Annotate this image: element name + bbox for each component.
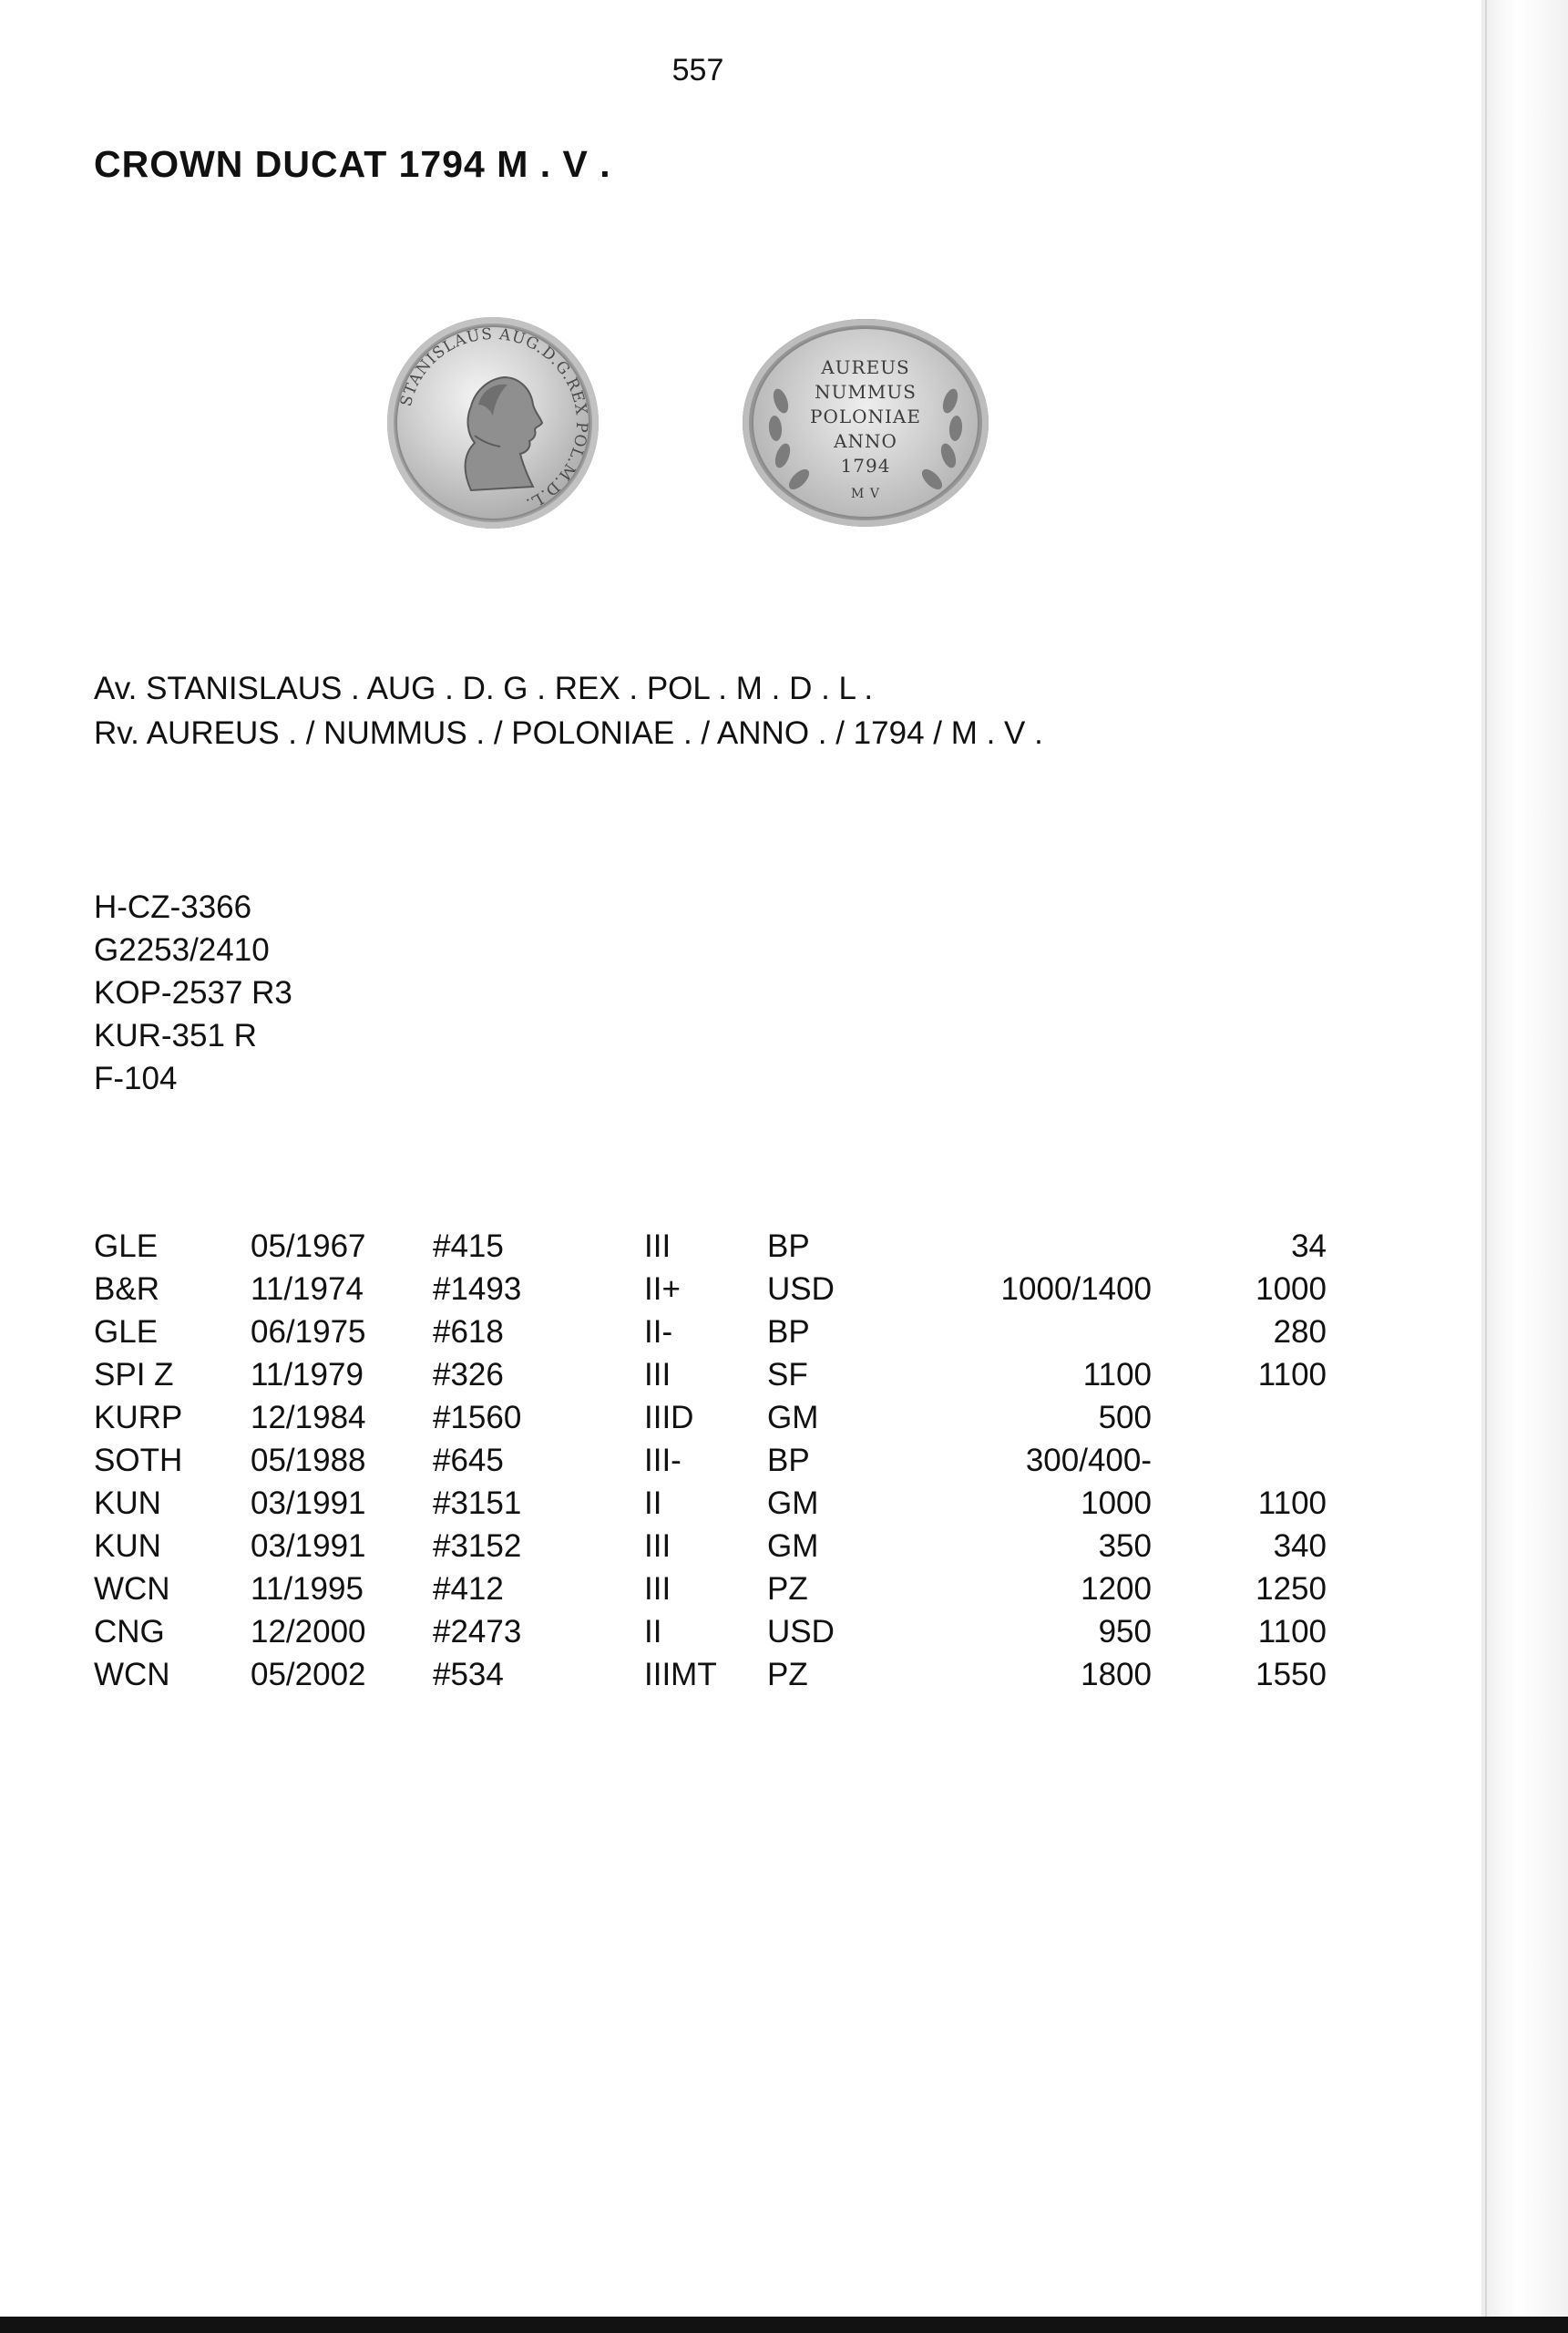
auction-date: 03/1991 xyxy=(251,1528,366,1564)
auction-date: 03/1991 xyxy=(251,1485,366,1521)
result xyxy=(1152,1396,1327,1439)
lot-number: #415 xyxy=(433,1228,504,1264)
catalog-reference: H-CZ-3366 xyxy=(94,889,252,925)
currency: BP xyxy=(767,1443,810,1478)
estimate: 1800 xyxy=(1081,1657,1152,1692)
estimate: 1000/1400 xyxy=(1000,1271,1152,1307)
reverse-line-1: AUREUS xyxy=(821,356,910,378)
reverse-legend-prefix: Rv. xyxy=(94,715,139,751)
table-row xyxy=(94,1482,1327,1525)
estimate xyxy=(895,1225,1152,1268)
bust-portrait xyxy=(466,377,542,490)
result xyxy=(1152,1439,1327,1482)
table-row xyxy=(94,1610,1327,1653)
grade: III xyxy=(644,1228,671,1264)
lot-number: #412 xyxy=(433,1571,504,1607)
currency: BP xyxy=(767,1314,810,1350)
lot-number: #618 xyxy=(433,1314,504,1350)
currency: PZ xyxy=(767,1657,808,1692)
auction-date: 11/1995 xyxy=(251,1571,364,1607)
grade: II+ xyxy=(644,1271,681,1307)
lot-number: #1493 xyxy=(433,1271,522,1307)
coin-obverse-legend: STANISLAUS AUG.D.G.REX POL.M.D.L. xyxy=(396,324,591,514)
coin-reverse-svg xyxy=(743,319,989,527)
grade: IIID xyxy=(644,1400,694,1435)
grade: II xyxy=(644,1614,662,1650)
auction-date: 11/1979 xyxy=(251,1357,364,1393)
page-edge xyxy=(1481,0,1568,2333)
estimate: 1000 xyxy=(1081,1485,1152,1521)
grade: III xyxy=(644,1528,671,1564)
lot-number: #2473 xyxy=(433,1614,522,1650)
table-row xyxy=(94,1353,1327,1396)
coin-obverse-svg xyxy=(387,317,599,529)
reverse-line-3: POLONIAE xyxy=(810,406,921,427)
currency: USD xyxy=(767,1614,835,1650)
catalog-reference: KOP-2537 R3 xyxy=(94,975,292,1011)
coin-obverse-image xyxy=(387,317,599,529)
auction-house: WCN xyxy=(94,1571,170,1607)
result: 1550 xyxy=(1255,1657,1327,1692)
table-row xyxy=(94,1310,1327,1353)
page-number: 557 xyxy=(671,53,724,87)
estimate: 500 xyxy=(1098,1400,1152,1435)
auction-house: WCN xyxy=(94,1657,170,1692)
table-row xyxy=(94,1439,1327,1482)
lot-number: #534 xyxy=(433,1657,504,1692)
catalog-reference: KUR-351 R xyxy=(94,1018,257,1053)
auction-date: 11/1974 xyxy=(251,1271,364,1307)
auction-house: KUN xyxy=(94,1485,161,1521)
auction-date: 12/2000 xyxy=(251,1614,366,1650)
auction-house: SPI Z xyxy=(94,1357,174,1393)
grade: IIIMT xyxy=(644,1657,717,1692)
auction-house: SOTH xyxy=(94,1443,183,1478)
estimate: 350 xyxy=(1098,1528,1152,1564)
result: 34 xyxy=(1291,1228,1327,1264)
grade: II- xyxy=(644,1314,673,1350)
obverse-legend-text: STANISLAUS . AUG . D. G . REX . POL . M . D . L . xyxy=(146,671,874,706)
currency: GM xyxy=(767,1400,819,1435)
auction-house: GLE xyxy=(94,1314,159,1350)
lot-number: #645 xyxy=(433,1443,504,1478)
lot-number: #3152 xyxy=(433,1528,522,1564)
catalog-references xyxy=(94,886,292,1100)
reverse-line-2: NUMMUS xyxy=(815,381,917,403)
currency: PZ xyxy=(767,1571,808,1607)
catalog-reference: G2253/2410 xyxy=(94,932,270,968)
auction-house: KUN xyxy=(94,1528,161,1564)
currency: GM xyxy=(767,1528,819,1564)
auction-date: 05/1988 xyxy=(251,1443,366,1478)
estimate: 1100 xyxy=(1082,1357,1152,1393)
auction-date: 12/1984 xyxy=(251,1400,366,1435)
auction-house: GLE xyxy=(94,1228,159,1264)
table-row xyxy=(94,1268,1327,1310)
estimate xyxy=(895,1310,1152,1353)
result: 1000 xyxy=(1255,1271,1327,1307)
estimate: 300/400- xyxy=(1025,1443,1152,1478)
auction-house: KURP xyxy=(94,1400,183,1435)
lot-number: #326 xyxy=(433,1357,504,1393)
auction-date: 06/1975 xyxy=(251,1314,366,1350)
auction-house: B&R xyxy=(94,1271,159,1307)
result: 280 xyxy=(1273,1314,1327,1350)
estimate: 950 xyxy=(1098,1614,1152,1650)
reverse-mint-mark: M V xyxy=(851,487,880,501)
page-title: CROWN DUCAT 1794 M . V . xyxy=(94,143,611,185)
table-row xyxy=(94,1225,1327,1268)
currency: SF xyxy=(767,1357,808,1393)
bottom-band xyxy=(0,2317,1568,2333)
coin-reverse-image xyxy=(743,319,989,527)
result: 1100 xyxy=(1257,1614,1327,1650)
result: 340 xyxy=(1273,1528,1327,1564)
grade: III xyxy=(644,1571,671,1607)
auction-date: 05/2002 xyxy=(251,1657,366,1692)
auction-date: 05/1967 xyxy=(251,1228,366,1264)
table-row xyxy=(94,1396,1327,1439)
obverse-legend-prefix: Av. xyxy=(94,671,138,706)
result: 1250 xyxy=(1255,1571,1327,1607)
grade: III- xyxy=(644,1443,682,1478)
lot-number: #3151 xyxy=(433,1485,522,1521)
auction-house: CNG xyxy=(94,1614,165,1650)
auction-records-table xyxy=(94,1225,1327,1696)
currency: USD xyxy=(767,1271,835,1307)
table-row xyxy=(94,1525,1327,1567)
grade: III xyxy=(644,1357,671,1393)
currency: GM xyxy=(767,1485,819,1521)
catalog-reference: F-104 xyxy=(94,1061,178,1096)
currency: BP xyxy=(767,1228,810,1264)
lot-number: #1560 xyxy=(433,1400,522,1435)
table-row xyxy=(94,1653,1327,1696)
reverse-legend xyxy=(94,715,1043,752)
result: 1100 xyxy=(1257,1357,1327,1393)
estimate: 1200 xyxy=(1081,1571,1152,1607)
reverse-legend-text: AUREUS . / NUMMUS . / POLONIAE . / ANNO . / 1794 / M . V . xyxy=(146,715,1043,751)
reverse-line-4: ANNO xyxy=(834,430,897,452)
obverse-legend xyxy=(94,671,873,707)
table-row xyxy=(94,1567,1327,1610)
reverse-line-5: 1794 xyxy=(840,455,891,477)
result: 1100 xyxy=(1257,1485,1327,1521)
grade: II xyxy=(644,1485,662,1521)
